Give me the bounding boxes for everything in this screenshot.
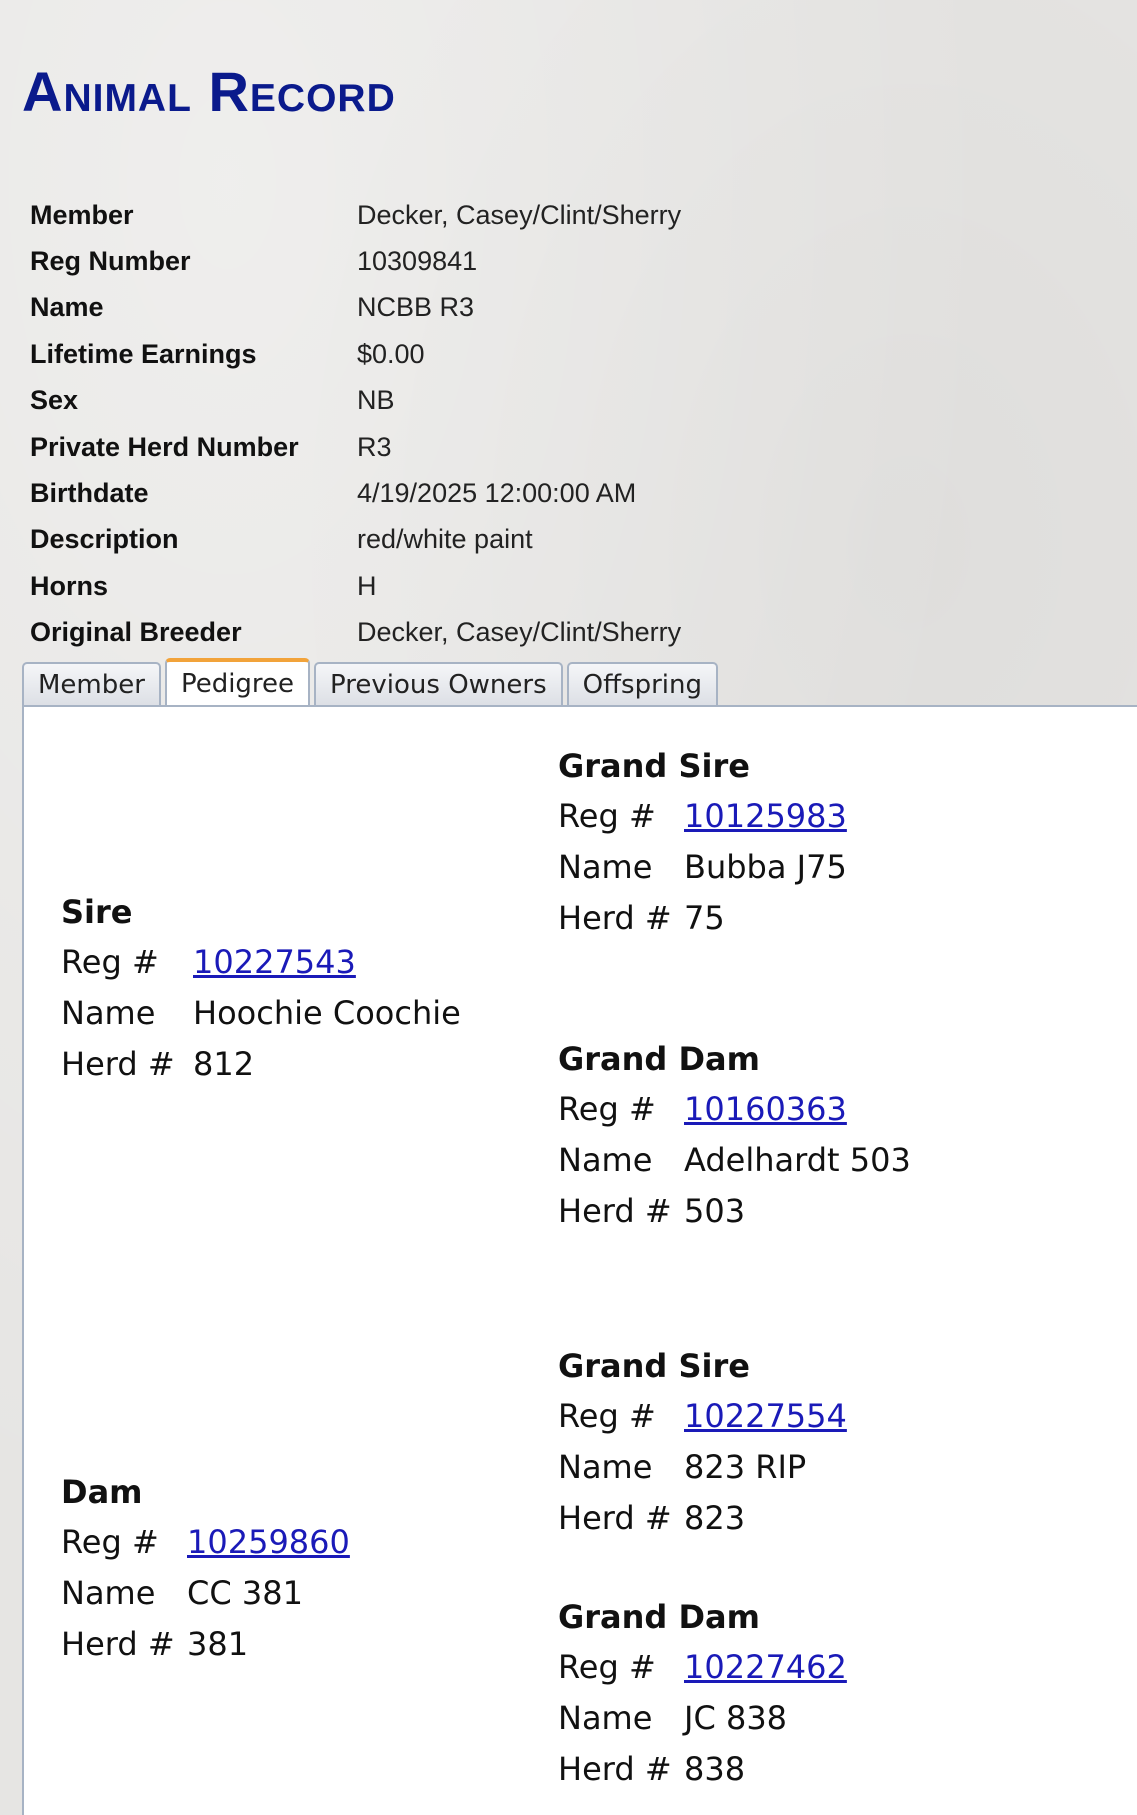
reg-label: Reg #	[558, 1648, 656, 1686]
reg-label: Reg #	[558, 1090, 656, 1128]
info-value: 4/19/2025 12:00:00 AM	[357, 478, 637, 509]
sire-reg-link[interactable]: 10227543	[193, 943, 356, 981]
animal-info-table	[30, 192, 681, 656]
herd-label: Herd #	[61, 1625, 175, 1663]
info-row-sex	[30, 378, 681, 424]
sire-title: Sire	[61, 893, 133, 931]
info-row-description	[30, 517, 681, 563]
info-row-private-herd-number	[30, 424, 681, 470]
info-row-reg-number	[30, 238, 681, 284]
info-value: Decker, Casey/Clint/Sherry	[357, 617, 682, 648]
reg-label: Reg #	[61, 1523, 159, 1561]
herd-label: Herd #	[558, 899, 672, 937]
page-title: Animal Record	[22, 60, 396, 123]
tab-pedigree[interactable]: Pedigree	[165, 658, 310, 706]
dam-herd: 381	[187, 1625, 249, 1663]
grand-sire-name: Bubba J75	[684, 848, 847, 886]
info-label: Reg Number	[30, 246, 191, 277]
name-label: Name	[61, 1574, 156, 1612]
tab-member[interactable]: Member	[22, 662, 161, 706]
herd-label: Herd #	[558, 1750, 672, 1788]
herd-label: Herd #	[558, 1192, 672, 1230]
info-label: Birthdate	[30, 478, 149, 509]
info-row-lifetime-earnings	[30, 331, 681, 377]
info-label: Lifetime Earnings	[30, 338, 257, 369]
info-label: Name	[30, 292, 104, 323]
grand-dam-herd: 838	[684, 1750, 746, 1788]
info-value: H	[357, 570, 377, 601]
grand-dam-title: Grand Dam	[558, 1598, 760, 1636]
dam-block	[61, 1467, 350, 1670]
name-label: Name	[61, 994, 156, 1032]
grand-dam-reg-link[interactable]: 10227462	[684, 1648, 847, 1686]
grand-sire-herd: 823	[684, 1499, 746, 1537]
info-value: $0.00	[357, 338, 425, 369]
grand-dam-name: JC 838	[684, 1699, 788, 1737]
grand-sire-reg-link[interactable]: 10125983	[684, 797, 847, 835]
sire-block	[61, 887, 461, 1090]
grand-sire-herd: 75	[684, 899, 725, 937]
sire-herd: 812	[193, 1045, 255, 1083]
info-value: R3	[357, 431, 392, 462]
info-value: 10309841	[357, 246, 478, 277]
info-value: red/white paint	[357, 524, 533, 555]
grand-sire-title: Grand Sire	[558, 747, 750, 785]
info-row-name	[30, 285, 681, 331]
info-value: Decker, Casey/Clint/Sherry	[357, 199, 682, 230]
grand-sire-reg-link[interactable]: 10227554	[684, 1397, 847, 1435]
info-label: Horns	[30, 570, 109, 601]
info-label: Description	[30, 524, 179, 555]
herd-label: Herd #	[61, 1045, 175, 1083]
grand-dam-reg-link[interactable]: 10160363	[684, 1090, 847, 1128]
grand-dam-name: Adelhardt 503	[684, 1141, 911, 1179]
info-label: Member	[30, 199, 134, 230]
info-value: NCBB R3	[357, 292, 475, 323]
grand-sire-title: Grand Sire	[558, 1347, 750, 1385]
grand-dam-herd: 503	[684, 1192, 746, 1230]
sire-grand-sire-block	[558, 741, 847, 944]
info-label: Private Herd Number	[30, 431, 299, 462]
info-row-original-breeder	[30, 610, 681, 656]
record-tabs	[22, 658, 722, 706]
dam-grand-sire-block	[558, 1341, 847, 1544]
tab-previous-owners[interactable]: Previous Owners	[314, 662, 563, 706]
name-label: Name	[558, 1699, 653, 1737]
info-row-birthdate	[30, 470, 681, 516]
name-label: Name	[558, 1448, 653, 1486]
info-row-horns	[30, 563, 681, 609]
grand-sire-name: 823 RIP	[684, 1448, 807, 1486]
sire-name: Hoochie Coochie	[193, 994, 461, 1032]
reg-label: Reg #	[558, 1397, 656, 1435]
tab-offspring[interactable]: Offspring	[567, 662, 718, 706]
grand-dam-title: Grand Dam	[558, 1040, 760, 1078]
info-row-member	[30, 192, 681, 238]
name-label: Name	[558, 848, 653, 886]
dam-grand-dam-block	[558, 1592, 847, 1795]
dam-title: Dam	[61, 1473, 143, 1511]
reg-label: Reg #	[61, 943, 159, 981]
info-value: NB	[357, 385, 395, 416]
pedigree-panel	[22, 705, 1137, 1815]
info-label: Sex	[30, 385, 79, 416]
dam-reg-link[interactable]: 10259860	[187, 1523, 350, 1561]
herd-label: Herd #	[558, 1499, 672, 1537]
sire-grand-dam-block	[558, 1034, 911, 1237]
reg-label: Reg #	[558, 797, 656, 835]
dam-name: CC 381	[187, 1574, 303, 1612]
name-label: Name	[558, 1141, 653, 1179]
info-label: Original Breeder	[30, 617, 242, 648]
